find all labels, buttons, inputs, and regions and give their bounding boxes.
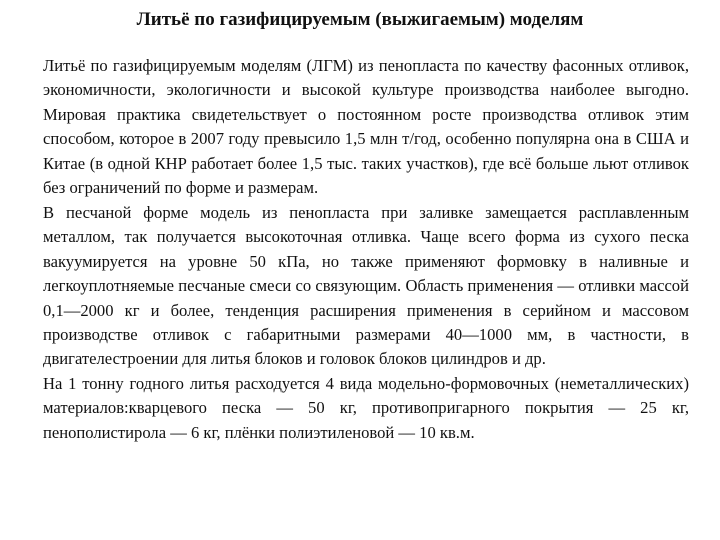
slide-body — [43, 54, 689, 445]
slide-title: Литьё по газифицируемым (выжигаемым) моделям — [136, 9, 584, 30]
paragraph-process-description: В песчаной форме модель из пенопласта при заливке замещается расплавленным металлом, так получается высокоточная отливка. Чаще всего форма из сухого песка вакуумируется на уровне 50 кПа, но также применяют формовку в наливные и легкоуплотняемые песчаные смеси со связующим. Область применения — отливки массой 0,1—2000 кг и более, тенденция расширения применения в серийном и массовом производстве отливок с габаритными размерами 40—1000 мм, в частности, в двигателестроении для литья блоков и головок блоков цилиндров и др. — [43, 202, 689, 369]
paragraph-lgm-overview: Литьё по газифицируемым моделям (ЛГМ) из пенопласта по качеству фасонных отливок, экономичности, экологичности и высокой культуре производства наиболее выгодно. Мировая практика свидетельствует о постоянном росте производства отливок этим способом, которое в 2007 году превысило 1,5 млн т/год, особенно популярна она в США и Китае (в одной КНР работает более 1,5 тыс. таких участков), где всё больше льют отливок без ограничений по форме и размерам. — [43, 56, 689, 198]
paragraph-material-consumption: На 1 тонну годного литья расходуется 4 вида модельно-формовочных (неметаллических) материалов:кварцевого песка — 50 кг, противопригарного покрытия — 25 кг, пенополистирола — 6 кг, плёнки полиэтиленовой — 10 кв.м. — [43, 373, 689, 442]
